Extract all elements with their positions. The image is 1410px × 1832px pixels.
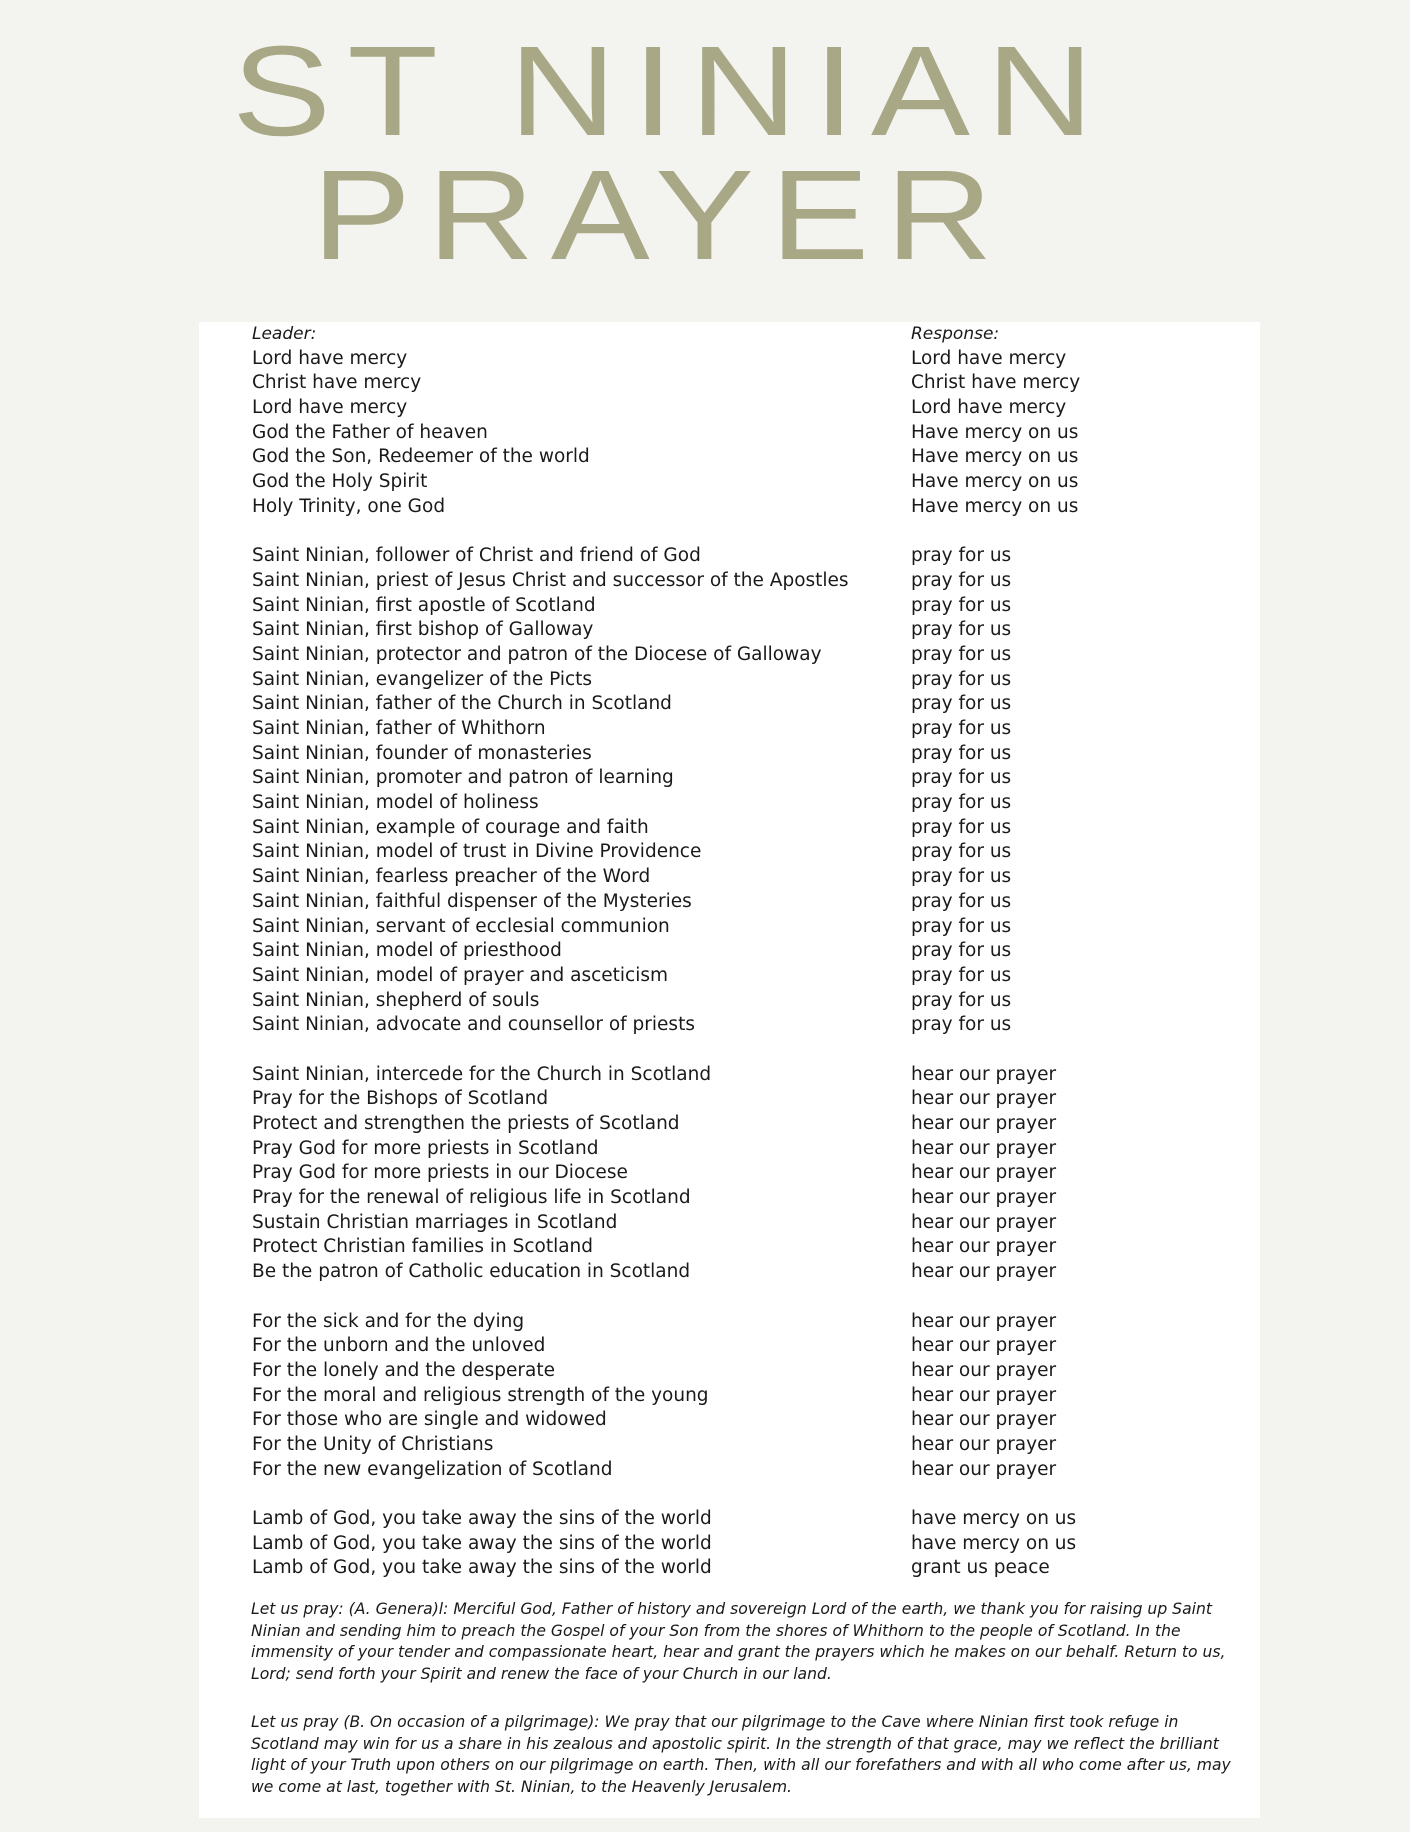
leader-line: Saint Ninian, shepherd of souls [252,989,540,1011]
litany-line [252,1063,1212,1088]
response-line: hear our prayer [911,1409,1057,1431]
litany-line [252,1013,1212,1038]
response-line: pray for us [911,619,1012,641]
litany-line [252,1137,1212,1162]
leader-line: Saint Ninian, intercede for the Church in Scotland [252,1063,712,1085]
leader-line: Lamb of God, you take away the sins of the world [252,1532,712,1554]
leader-line: Be the patron of Catholic education in Scotland [252,1261,691,1283]
leader-line: For the Unity of Christians [252,1433,494,1455]
response-line: have mercy on us [911,1508,1077,1529]
response-line: pray for us [911,890,1012,912]
response-heading: Response: [911,324,1000,344]
closing-prayer-pilgrimage: Let us pray (B. On occasion of a pilgrimage): We pray that our pilgrimage to the Cave where Ninian first took refuge in Scotland may win for us a share in his zealous and apostolic spirit. In the strength of that grace, may we reflect the brilliant light of your Truth upon others on our pilgrimage on earth. Then, with all our forefathers and with all who come after us, may we come at last, together with St. Ninian, to the Heavenly Jerusalem. [251,1713,1231,1796]
leader-line: God the Holy Spirit [252,471,428,493]
litany-line [252,421,1212,446]
group-spacer [252,520,1212,545]
response-line: Christ have mercy [911,372,1081,394]
leader-line: Saint Ninian, father of the Church in Scotland [252,693,672,715]
leader-line: For those who are single and widowed [252,1409,607,1431]
litany-line [252,742,1212,767]
response-line: pray for us [911,643,1012,665]
litany-line [252,816,1212,841]
litany-line [252,618,1212,643]
litany-line [252,396,1212,421]
litany-line [252,1260,1212,1285]
litany-line [252,766,1212,791]
response-line: Lord have mercy [911,347,1067,369]
leader-line: Saint Ninian, model of prayer and asceticism [252,964,669,986]
response-line: have mercy on us [911,1532,1077,1554]
litany-header [252,322,1212,347]
litany-line [252,964,1212,989]
litany-line [252,840,1212,865]
response-line: Have mercy on us [911,421,1079,443]
litany-line [252,1087,1212,1112]
leader-line: Christ have mercy [252,372,422,394]
litany-line [252,371,1212,396]
response-line: pray for us [911,866,1012,888]
litany-line [252,1186,1212,1211]
response-line: hear our prayer [911,1137,1057,1159]
response-line: Have mercy on us [911,471,1079,493]
response-line: pray for us [911,693,1012,715]
litany-line [252,890,1212,915]
leader-line: Saint Ninian, example of courage and faith [252,816,649,838]
litany-line [252,1310,1212,1335]
litany-line [252,1211,1212,1236]
response-line: Lord have mercy [911,397,1067,419]
leader-line: Saint Ninian, first bishop of Galloway [252,619,594,641]
response-line: pray for us [911,569,1012,591]
response-line: grant us peace [911,1557,1050,1579]
response-line: pray for us [911,841,1012,863]
response-line: hear our prayer [911,1113,1057,1134]
litany-line [252,495,1212,520]
response-line: hear our prayer [911,1384,1057,1406]
litany [252,322,1212,1581]
litany-line [252,865,1212,890]
response-line: hear our prayer [911,1211,1057,1233]
response-line: hear our prayer [911,1261,1057,1283]
leader-line: Saint Ninian, fearless preacher of the Word [252,866,651,888]
leader-line: Pray God for more priests in our Diocese [252,1162,628,1184]
leader-line: Saint Ninian, first apostle of Scotland [252,594,596,616]
leader-line: Saint Ninian, servant of ecclesial communion [252,915,670,937]
title-line-1: ST NINIAN [232,20,1110,163]
response-line: pray for us [911,816,1012,838]
litany-line [252,939,1212,964]
litany-line [252,692,1212,717]
closing-prayer-general: Let us pray: (A. Genera)l: Merciful God, Father of history and sovereign Lord of the earth, we thank you for raising up Saint Ninian and sending him to preach the Gospel of your Son from the shores of Whithorn to the people of Scotland. In the immensity of your tender and compassionate heart, hear and grant the prayers which he makes on our behalf. Return to us, Lord; send forth your Spirit and renew the face of your Church in our land. [251,1600,1226,1683]
litany-line [252,717,1212,742]
response-line: pray for us [911,742,1012,764]
leader-line: Saint Ninian, protector and patron of the Diocese of Galloway [252,643,822,665]
response-line: pray for us [911,718,1012,739]
group-spacer [252,1038,1212,1063]
litany-line [252,470,1212,495]
leader-line: Saint Ninian, follower of Christ and friend of God [252,545,701,567]
response-line: pray for us [911,767,1012,789]
group-spacer [252,1285,1212,1310]
title-line-2: PRAYER [312,144,1010,287]
leader-line: For the new evangelization of Scotland [252,1458,613,1480]
litany-line [252,989,1212,1014]
response-line: pray for us [911,940,1012,962]
litany-line [252,643,1212,668]
litany-line [252,1112,1212,1137]
leader-line: Saint Ninian, model of holiness [252,792,539,814]
leader-line: For the unborn and the unloved [252,1335,546,1357]
group-spacer [252,1482,1212,1507]
leader-line: Holy Trinity, one God [252,495,446,517]
litany-line [252,668,1212,693]
leader-line: Protect Christian families in Scotland [252,1236,594,1258]
litany-line [252,1384,1212,1409]
leader-line: Protect and strengthen the priests of Scotland [252,1113,680,1134]
litany-line [252,1458,1212,1483]
response-line: Have mercy on us [911,495,1079,517]
litany-line [252,915,1212,940]
litany-line [252,1556,1212,1581]
leader-line: Saint Ninian, founder of monasteries [252,742,592,764]
response-line: hear our prayer [911,1458,1057,1480]
litany-line [252,1235,1212,1260]
leader-line: Pray for the Bishops of Scotland [252,1088,549,1110]
litany-line [252,1433,1212,1458]
response-line: hear our prayer [911,1433,1057,1455]
leader-line: Saint Ninian, faithful dispenser of the Mysteries [252,890,692,912]
litany-line [252,445,1212,470]
litany-line [252,1334,1212,1359]
leader-line: Saint Ninian, father of Whithorn [252,718,546,739]
litany-line [252,594,1212,619]
response-line: pray for us [911,594,1012,616]
leader-line: Saint Ninian, priest of Jesus Christ and successor of the Apostles [252,569,849,591]
litany-line [252,569,1212,594]
leader-heading: Leader: [252,324,317,344]
response-line: Have mercy on us [911,446,1079,468]
response-line: pray for us [911,668,1012,690]
leader-line: Sustain Christian marriages in Scotland [252,1211,618,1233]
litany-line [252,1359,1212,1384]
response-line: pray for us [911,964,1012,986]
response-line: pray for us [911,1014,1012,1036]
leader-line: Lord have mercy [252,397,408,419]
leader-line: Saint Ninian, advocate and counsellor of priests [252,1014,695,1036]
leader-line: Saint Ninian, model of trust in Divine Providence [252,841,702,863]
response-line: pray for us [911,792,1012,814]
litany-line [252,1532,1212,1557]
leader-line: Pray God for more priests in Scotland [252,1137,599,1159]
leader-line: Pray for the renewal of religious life in Scotland [252,1187,691,1209]
leader-line: God the Son, Redeemer of the world [252,446,590,468]
litany-line [252,1408,1212,1433]
litany-line [252,1161,1212,1186]
response-line: hear our prayer [911,1335,1057,1357]
response-line: hear our prayer [911,1187,1057,1209]
response-line: hear our prayer [911,1236,1057,1258]
leader-line: Lamb of God, you take away the sins of the world [252,1508,712,1529]
response-line: hear our prayer [911,1088,1057,1110]
litany-line [252,791,1212,816]
litany-groups [252,347,1212,1581]
response-line: hear our prayer [911,1359,1057,1381]
leader-line: Saint Ninian, model of priesthood [252,940,562,962]
leader-line: Lamb of God, you take away the sins of the world [252,1557,712,1579]
litany-line [252,544,1212,569]
response-line: hear our prayer [911,1310,1057,1332]
response-line: pray for us [911,989,1012,1011]
litany-line [252,1507,1212,1532]
leader-line: Lord have mercy [252,347,408,369]
response-line: pray for us [911,545,1012,567]
leader-line: Saint Ninian, evangelizer of the Picts [252,668,593,690]
response-line: hear our prayer [911,1162,1057,1184]
leader-line: For the sick and for the dying [252,1310,525,1332]
leader-line: Saint Ninian, promoter and patron of learning [252,767,674,789]
response-line: pray for us [911,915,1012,937]
leader-line: God the Father of heaven [252,421,488,443]
prayer-sheet [199,322,1260,1818]
litany-line [252,347,1212,372]
leader-line: For the lonely and the desperate [252,1359,555,1381]
leader-line: For the moral and religious strength of the young [252,1384,709,1406]
response-line: hear our prayer [911,1063,1057,1085]
